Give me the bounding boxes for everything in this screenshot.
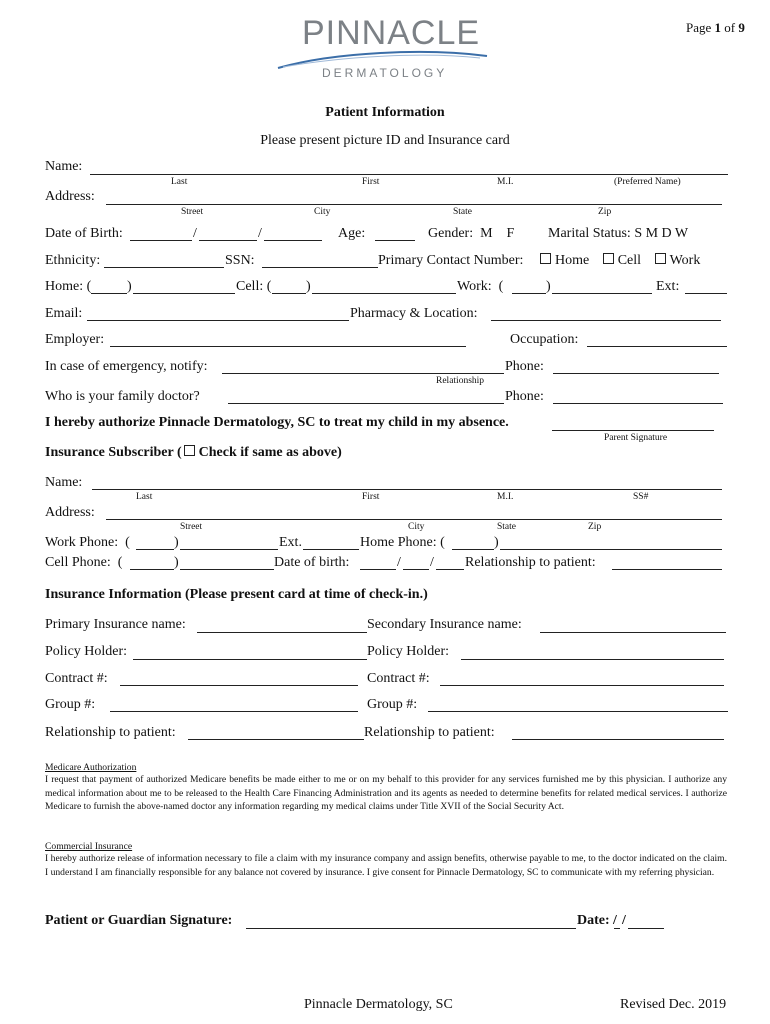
primary-policy-holder-field[interactable] — [133, 659, 367, 660]
subscriber-sub-city: City — [408, 522, 425, 532]
dob-year-field[interactable] — [264, 240, 322, 241]
subscriber-sub-first: First — [362, 492, 380, 502]
primary-contact-label: Primary Contact Number: — [378, 253, 524, 268]
contact-options — [538, 253, 700, 269]
subscriber-work-phone-field[interactable] — [180, 549, 278, 550]
primary-insurance-label: Primary Insurance name: — [45, 617, 186, 632]
primary-contract-field[interactable] — [120, 685, 358, 686]
logo-main-text: PINNACLE — [302, 14, 481, 52]
subscriber-cell-phone-field[interactable] — [180, 569, 274, 570]
secondary-group-field[interactable] — [428, 711, 728, 712]
subscriber-work-phone-label: Work Phone: ( — [45, 535, 130, 550]
address-label: Address: — [45, 189, 95, 204]
gender-label: Gender: M F — [428, 226, 515, 241]
subscriber-sub-state: State — [497, 522, 516, 532]
home-close-paren: ) — [127, 279, 132, 294]
email-field[interactable] — [87, 320, 349, 321]
subscriber-sub-last: Last — [136, 492, 153, 502]
ssn-label: SSN: — [225, 253, 255, 268]
subscriber-sub-zip: Zip — [588, 522, 602, 532]
subscriber-dob-slash: / — [397, 555, 401, 570]
footer-company: Pinnacle Dermatology, SC — [304, 997, 453, 1012]
subscriber-home-phone-field[interactable] — [500, 549, 722, 550]
address-sub-zip: Zip — [598, 207, 612, 217]
name-sub-mi: M.I. — [497, 177, 514, 187]
emergency-phone-label: Phone: — [505, 359, 544, 374]
primary-contract-label: Contract #: — [45, 671, 108, 686]
dob-slash: / — [258, 226, 262, 241]
relationship-sub: Relationship — [436, 376, 485, 386]
secondary-relationship-label: Relationship to patient: — [364, 725, 495, 740]
logo-sub-text: DERMATOLOGY — [322, 66, 448, 80]
subscriber-sub-ss: SS# — [633, 492, 649, 502]
work-close-paren: ) — [546, 279, 551, 294]
logo — [275, 10, 495, 85]
home-option-label: Home — [555, 253, 590, 268]
cell-close-paren: ) — [306, 279, 311, 294]
family-doctor-field[interactable] — [228, 403, 504, 404]
subscriber-address-label: Address: — [45, 505, 95, 520]
ethnicity-field[interactable] — [104, 267, 224, 268]
subscriber-name-label: Name: — [45, 475, 83, 490]
secondary-policy-holder-field[interactable] — [461, 659, 724, 660]
name-label: Name: — [45, 159, 83, 174]
secondary-contract-label: Contract #: — [367, 671, 430, 686]
address-field[interactable] — [106, 204, 722, 205]
subscriber-cell-close-paren: ) — [174, 555, 179, 570]
date-slash: / — [613, 913, 617, 928]
subscriber-address-field[interactable] — [106, 519, 722, 520]
subscriber-work-close-paren: ) — [174, 535, 179, 550]
email-label: Email: — [45, 306, 83, 321]
date-year-field[interactable] — [628, 928, 664, 929]
name-sub-first: First — [362, 177, 380, 187]
pharmacy-field[interactable] — [491, 320, 721, 321]
signature-label: Patient or Guardian Signature: — [45, 913, 233, 928]
doctor-phone-field[interactable] — [553, 403, 723, 404]
form-title: Patient Information — [325, 105, 445, 120]
work-area-field[interactable] — [512, 293, 546, 294]
secondary-group-label: Group #: — [367, 697, 418, 712]
commercial-heading: Commercial Insurance — [45, 841, 133, 852]
ssn-field[interactable] — [262, 267, 378, 268]
subscriber-dob-slash: / — [430, 555, 434, 570]
name-sub-last: Last — [171, 177, 188, 187]
subscriber-dob-day-field[interactable] — [403, 569, 429, 570]
home-area-field[interactable] — [91, 293, 127, 294]
dob-month-field[interactable] — [130, 240, 192, 241]
occupation-field[interactable] — [587, 346, 727, 347]
emergency-field[interactable] — [222, 373, 504, 374]
age-field[interactable] — [375, 240, 415, 241]
primary-policy-holder-label: Policy Holder: — [45, 644, 128, 659]
subscriber-relationship-field[interactable] — [612, 569, 722, 570]
date-slash: / — [622, 913, 626, 928]
commercial-text: I hereby authorize release of information necessary to file a claim with my insurance company and assign benefits, otherwise payable to me, to the doctor indicated on the claim. I understand I am financially responsible for any balance not covered by insurance. I give consent for Pinnacle Dermatology, SC to communicate with my referring physician. — [45, 853, 727, 878]
work-checkbox[interactable] — [655, 253, 666, 264]
subscriber-home-phone-label: Home Phone: ( — [360, 535, 445, 550]
form-subtitle: Please present picture ID and Insurance card — [260, 133, 510, 148]
authorize-statement: I hereby authorize Pinnacle Dermatology, SC to treat my child in my absence. — [45, 415, 509, 430]
primary-insurance-field[interactable] — [197, 632, 367, 633]
pharmacy-label: Pharmacy & Location: — [350, 306, 478, 321]
address-sub-state: State — [453, 207, 472, 217]
subscriber-ext-field[interactable] — [303, 549, 359, 550]
marital-status-label: Marital Status: S M D W — [548, 226, 689, 241]
home-checkbox[interactable] — [540, 253, 551, 264]
primary-group-label: Group #: — [45, 697, 96, 712]
subscriber-dob-label: Date of birth: — [274, 555, 350, 570]
doctor-phone-label: Phone: — [505, 389, 544, 404]
insurance-heading: Insurance Information (Please present card at time of check-in.) — [45, 587, 428, 602]
cell-checkbox[interactable] — [603, 253, 614, 264]
cell-phone-label: Cell: ( — [236, 279, 272, 294]
cell-area-field[interactable] — [272, 293, 306, 294]
home-phone-field[interactable] — [133, 293, 235, 294]
name-sub-preferred: (Preferred Name) — [614, 177, 681, 187]
subscriber-sub-mi: M.I. — [497, 492, 514, 502]
subscriber-cell-area-field[interactable] — [130, 569, 174, 570]
occupation-label: Occupation: — [510, 332, 579, 347]
subscriber-name-field[interactable] — [92, 489, 722, 490]
secondary-contract-field[interactable] — [440, 685, 724, 686]
address-sub-street: Street — [181, 207, 204, 217]
age-label: Age: — [338, 226, 366, 241]
ext-label: Ext: — [656, 279, 680, 294]
secondary-insurance-label: Secondary Insurance name: — [367, 617, 522, 632]
dob-slash: / — [193, 226, 197, 241]
dob-day-field[interactable] — [199, 240, 257, 241]
subscriber-relationship-label: Relationship to patient: — [465, 555, 596, 570]
family-doctor-label: Who is your family doctor? — [45, 389, 200, 404]
primary-relationship-label: Relationship to patient: — [45, 725, 176, 740]
same-as-above-checkbox[interactable] — [184, 445, 195, 456]
employer-label: Employer: — [45, 332, 105, 347]
subscriber-cell-phone-label: Cell Phone: ( — [45, 555, 123, 570]
emergency-label: In case of emergency, notify: — [45, 359, 208, 374]
primary-group-field[interactable] — [110, 711, 358, 712]
secondary-insurance-field[interactable] — [540, 632, 726, 633]
subscriber-sub-street: Street — [180, 522, 203, 532]
name-field[interactable] — [90, 174, 728, 175]
signature-field[interactable] — [246, 928, 576, 929]
medicare-text: I request that payment of authorized Medicare benefits be made either to me or on my behalf to this provider for any services furnished me by this physician. I authorize any medical information about me to be released to the Health Care Financing Administration and its agents as needed to determine benefits for related medical services. I authorize Medicare to furnish the above-named doctor any information regarding my medical claims under Title XVII of the Social Security Act. — [45, 774, 727, 813]
emergency-phone-field[interactable] — [553, 373, 719, 374]
subscriber-dob-year-field[interactable] — [436, 569, 464, 570]
medicare-heading: Medicare Authorization — [45, 762, 137, 773]
date-label: Date: — [577, 913, 610, 928]
work-phone-field[interactable] — [552, 293, 652, 294]
dob-label: Date of Birth: — [45, 226, 123, 241]
parent-signature-sub: Parent Signature — [604, 433, 668, 443]
primary-relationship-field[interactable] — [188, 739, 364, 740]
subscriber-dob-month-field[interactable] — [360, 569, 396, 570]
ext-field[interactable] — [685, 293, 727, 294]
address-sub-city: City — [314, 207, 331, 217]
cell-phone-field[interactable] — [312, 293, 456, 294]
footer-revised: Revised Dec. 2019 — [620, 997, 727, 1012]
cell-option-label: Cell — [617, 253, 642, 268]
subscriber-home-close-paren: ) — [494, 535, 499, 550]
subscriber-work-area-field[interactable] — [136, 549, 174, 550]
home-phone-label: Home: ( — [45, 279, 92, 294]
subscriber-heading: Insurance Subscriber ( Check if same as above) — [45, 445, 342, 460]
work-phone-label: Work: ( — [457, 279, 504, 294]
employer-field[interactable] — [110, 346, 466, 347]
work-option-label: Work — [669, 253, 701, 268]
secondary-policy-holder-label: Policy Holder: — [367, 644, 450, 659]
subscriber-ext-label: Ext. — [279, 535, 302, 550]
parent-signature-field[interactable] — [552, 430, 714, 431]
ethnicity-label: Ethnicity: — [45, 253, 101, 268]
subscriber-home-area-field[interactable] — [452, 549, 494, 550]
page-number: Page 1 of 9 — [686, 20, 745, 35]
secondary-relationship-field[interactable] — [512, 739, 724, 740]
